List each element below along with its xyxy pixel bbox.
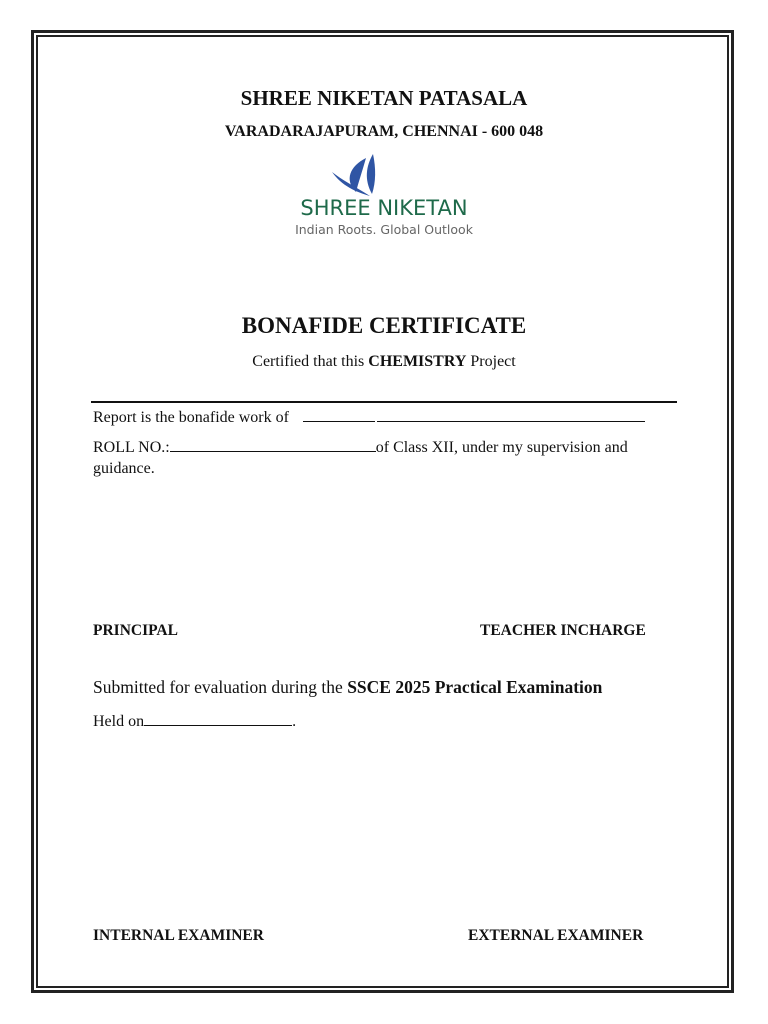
report-text: Report is the bonafide work of [93, 409, 289, 426]
held-end: . [292, 713, 297, 730]
roll-line [93, 437, 628, 457]
certified-prefix: Certified that this [252, 353, 369, 370]
school-address: VARADARAJAPURAM, CHENNAI - 600 048 [224, 123, 544, 140]
roll-number-blank[interactable] [170, 437, 376, 452]
exam-name: SSCE 2025 Practical Examination [347, 677, 603, 697]
student-name-blank-2[interactable] [377, 407, 645, 422]
principal-label: PRINCIPAL [93, 622, 178, 639]
logo-brand: SHREE NIKETAN [300, 196, 468, 220]
subject-name: CHEMISTRY [368, 353, 467, 370]
certificate-title: BONAFIDE CERTIFICATE [241, 313, 527, 338]
school-logo [280, 152, 490, 240]
held-on-line [93, 711, 296, 731]
internal-examiner-label: INTERNAL EXAMINER [93, 927, 264, 944]
logo-tagline: Indian Roots. Global Outlook [295, 222, 473, 237]
divider-rule [91, 401, 677, 403]
guidance-text: guidance. [93, 460, 155, 477]
student-name-blank[interactable] [303, 407, 375, 422]
held-label: Held on [93, 713, 145, 730]
school-name: SHREE NIKETAN PATASALA [240, 86, 528, 110]
external-examiner-label: EXTERNAL EXAMINER [468, 927, 644, 944]
submission-line [93, 677, 602, 698]
certified-suffix: Project [466, 353, 516, 370]
teacher-incharge-label: TEACHER INCHARGE [480, 622, 646, 639]
certified-line [0, 353, 768, 371]
held-date-blank[interactable] [144, 711, 292, 726]
report-line [93, 407, 645, 427]
submission-prefix: Submitted for evaluation during the [93, 677, 348, 697]
roll-suffix: of Class XII, under my supervision and [375, 439, 628, 456]
roll-label: ROLL NO.: [93, 439, 170, 456]
leaf-icon [280, 152, 490, 200]
